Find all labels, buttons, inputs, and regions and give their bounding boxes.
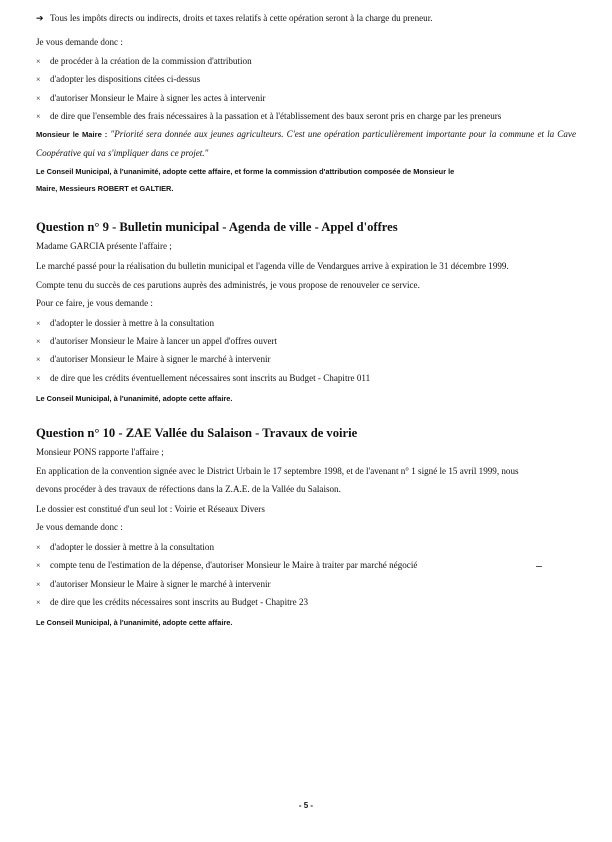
list-item bbox=[36, 559, 592, 572]
list-item-text: d'autoriser Monsieur le Maire à signer les actes à intervenir bbox=[50, 93, 266, 103]
cross-bullet-icon: × bbox=[36, 337, 41, 346]
request-intro: Je vous demande donc : bbox=[36, 37, 123, 47]
cross-bullet-icon: × bbox=[36, 112, 41, 121]
cross-bullet-icon: × bbox=[36, 94, 41, 103]
question-10-paragraph-2: Le dossier est constitué d'un seul lot : Voirie et Réseaux Divers bbox=[36, 504, 265, 514]
list-item-text: compte tenu de l'estimation de la dépense, d'autoriser Monsieur le Maire à traiter par marché négocié bbox=[50, 560, 418, 570]
question-10-intro: Je vous demande donc : bbox=[36, 522, 123, 532]
list-item-text: de dire que les crédits éventuellement nécessaires sont inscrits au Budget - Chapitre 011 bbox=[50, 373, 371, 383]
list-item bbox=[36, 335, 592, 348]
quote-speaker: Monsieur le Maire : bbox=[36, 130, 108, 139]
cross-bullet-icon: × bbox=[36, 561, 41, 570]
quote-text: "Priorité sera donnée aux jeunes agriculteurs. C'est une opération particulièrement importante pour la commune et la Cave Coopérative qui va s'impliquer dans ce projet." bbox=[36, 129, 576, 158]
list-item-text: d'adopter le dossier à mettre à la consultation bbox=[50, 542, 215, 552]
cross-bullet-icon: × bbox=[36, 543, 41, 552]
question-10-paragraph-1-line-2: devons procéder à des travaux de réfections dans la Z.A.E. de la Vallée du Salaison. bbox=[36, 484, 341, 494]
page-number: - 5 - bbox=[298, 801, 314, 810]
question-10-presenter: Monsieur PONS rapporte l'affaire ; bbox=[36, 447, 164, 457]
question-9-presenter: Madame GARCIA présente l'affaire ; bbox=[36, 241, 172, 251]
cross-bullet-icon: × bbox=[36, 598, 41, 607]
question-10-heading: Question n° 10 - ZAE Vallée du Salaison - Travaux de voirie bbox=[36, 426, 358, 440]
list-item bbox=[36, 92, 592, 105]
mayor-quote bbox=[36, 125, 576, 162]
list-item bbox=[36, 55, 592, 68]
cross-bullet-icon: × bbox=[36, 75, 41, 84]
list-item bbox=[36, 541, 592, 554]
list-item bbox=[36, 110, 592, 123]
list-item bbox=[36, 578, 592, 591]
question-9-paragraph-2: Compte tenu du succès de ces parutions auprès des administrés, je vous propose de renouveler ce service. bbox=[36, 280, 420, 290]
question-9-decision: Le Conseil Municipal, à l'unanimité, adopte cette affaire. bbox=[36, 394, 233, 403]
cross-bullet-icon: × bbox=[36, 580, 41, 589]
council-decision-line-2: Maire, Messieurs ROBERT et GALTIER. bbox=[36, 184, 174, 193]
question-9-heading: Question n° 9 - Bulletin municipal - Agenda de ville - Appel d'offres bbox=[36, 220, 398, 234]
arrow-right-icon: ➔ bbox=[36, 13, 44, 23]
list-item-text: d'autoriser Monsieur le Maire à lancer un appel d'offres ouvert bbox=[50, 336, 278, 346]
list-item bbox=[36, 73, 592, 86]
question-10-decision: Le Conseil Municipal, à l'unanimité, adopte cette affaire. bbox=[36, 618, 233, 627]
list-item bbox=[36, 317, 592, 330]
question-9-intro: Pour ce faire, je vous demande : bbox=[36, 298, 153, 308]
list-item bbox=[36, 596, 592, 609]
list-item-text: d'autoriser Monsieur le Maire à signer le marché à intervenir bbox=[50, 354, 271, 364]
list-item-text: d'adopter les dispositions citées ci-dessus bbox=[50, 74, 201, 84]
cross-bullet-icon: × bbox=[36, 355, 41, 364]
council-decision-line-1: Le Conseil Municipal, à l'unanimité, adopte cette affaire, et forme la commission d'attribution composée de Monsieur le bbox=[36, 167, 455, 176]
list-item-text: de dire que l'ensemble des frais nécessaires à la passation et à l'établissement des baux seront pris en charge par les preneurs bbox=[50, 111, 502, 121]
cross-bullet-icon: × bbox=[36, 319, 41, 328]
question-10-paragraph-1-line-1: En application de la convention signée avec le District Urbain le 17 septembre 1998, et de l'avenant n° 1 signé le 15 avril 1999, nous bbox=[36, 466, 519, 476]
arrow-list-item bbox=[36, 12, 592, 24]
list-item-text: d'autoriser Monsieur le Maire à signer le marché à intervenir bbox=[50, 579, 271, 589]
cross-bullet-icon: × bbox=[36, 374, 41, 383]
list-item bbox=[36, 353, 592, 366]
list-item-text: de dire que les crédits nécessaires sont inscrits au Budget - Chapitre 23 bbox=[50, 597, 309, 607]
question-9-paragraph-1: Le marché passé pour la réalisation du bulletin municipal et l'agenda ville de Vendargues arrive à expiration le 31 décembre 1999. bbox=[36, 261, 509, 271]
scan-mark bbox=[536, 566, 542, 567]
list-item-text: de procéder à la création de la commission d'attribution bbox=[50, 56, 252, 66]
list-item-text: d'adopter le dossier à mettre à la consultation bbox=[50, 318, 215, 328]
arrow-item-text: Tous les impôts directs ou indirects, droits et taxes relatifs à cette opération seront à la charge du preneur. bbox=[50, 13, 433, 23]
list-item bbox=[36, 372, 592, 385]
cross-bullet-icon: × bbox=[36, 57, 41, 66]
